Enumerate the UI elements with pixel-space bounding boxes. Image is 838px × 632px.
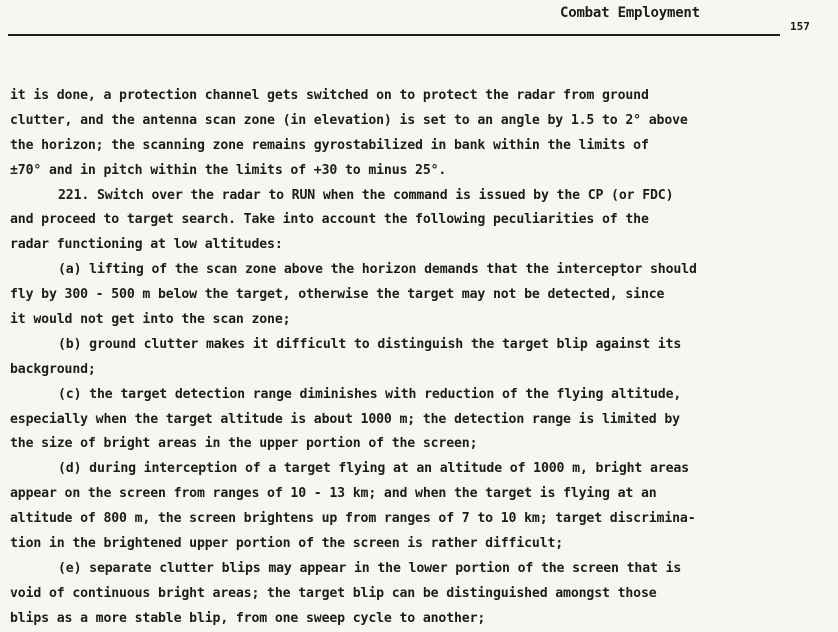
item-b-start: (b) ground clutter makes it difficult to distinguish the target blip against its xyxy=(58,336,682,352)
text-line: altitude of 800 m, the screen brightens up from ranges of 7 to 10 km; target discrimina- xyxy=(10,511,696,527)
text-line: appear on the screen from ranges of 10 - 13 km; and when the target is flying at an xyxy=(10,486,657,502)
text-line: radar functioning at low altitudes: xyxy=(10,237,283,253)
text-line: it is done, a protection channel gets switched on to protect the radar from ground xyxy=(10,88,649,103)
text-line: it would not get into the scan zone; xyxy=(10,312,291,328)
text-line: tion in the brightened upper portion of the screen is rather difficult; xyxy=(10,536,564,552)
text-line-with-superscript xyxy=(10,109,825,134)
body-text xyxy=(10,84,825,632)
text-line: ±70° and in pitch within the limits of +30 to minus 25°. xyxy=(10,162,447,178)
page-number: 157 xyxy=(790,20,810,33)
text-line: blips as a more stable blip, from one sweep cycle to another; xyxy=(10,610,486,626)
paragraph-221-start: 221. Switch over the radar to RUN when the command is issued by the CP (or FDC) xyxy=(58,187,674,203)
text-line: void of continuous bright areas; the target blip can be distinguished amongst those xyxy=(10,585,657,601)
item-e-start: (e) separate clutter blips may appear in the lower portion of the screen that is xyxy=(58,560,682,576)
header-divider xyxy=(8,34,780,36)
text-line: clutter, and the antenna scan zone (in elevation) is set to an angle by 1.5 to 2° above xyxy=(10,112,688,128)
running-header-title: Combat Employment xyxy=(560,5,700,21)
text-line: fly by 300 - 500 m below the target, otherwise the target may not be detected, since xyxy=(10,287,665,303)
text-line: especially when the target altitude is about 1000 m; the detection range is limited by xyxy=(10,411,680,427)
text-line: and proceed to target search. Take into account the following peculiarities of the xyxy=(10,212,649,228)
item-c-start: (c) the target detection range diminishes with reduction of the flying altitude, xyxy=(58,386,682,402)
text-line: background; xyxy=(10,361,96,377)
text-line: the horizon; the scanning zone remains gyrostabilized in bank within the limits of xyxy=(10,137,649,153)
text-line: the size of bright areas in the upper portion of the screen; xyxy=(10,436,478,452)
item-d-start: (d) during interception of a target flying at an altitude of 1000 m, bright areas xyxy=(58,461,689,477)
item-a-start: (a) lifting of the scan zone above the horizon demands that the interceptor should xyxy=(58,262,697,278)
